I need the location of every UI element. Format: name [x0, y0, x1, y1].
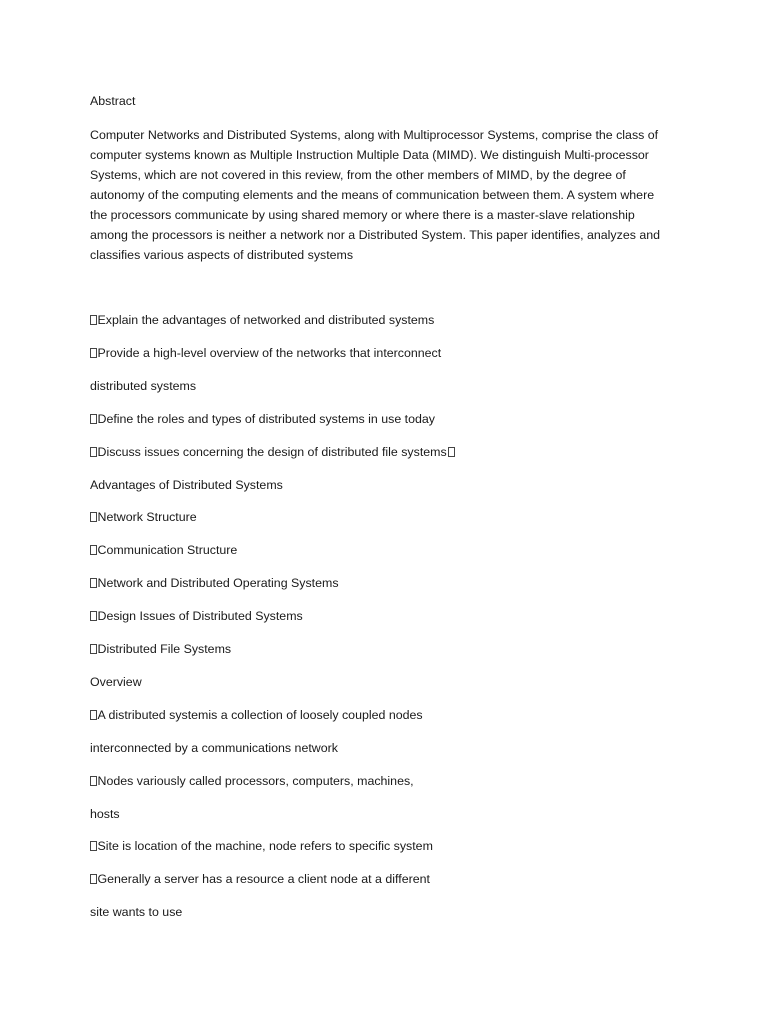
line-text: Nodes variously called processors, computers, machines,	[97, 773, 414, 788]
bullet-list-item	[90, 575, 339, 592]
line-text: hosts	[90, 806, 120, 821]
missing-glyph-bullet-icon	[90, 512, 97, 522]
abstract-line: the processors communicate by using shared memory or where there is a master-slave relationship	[90, 208, 635, 222]
abstract-line: Computer Networks and Distributed Systems, along with Multiprocessor Systems, comprise the class of	[90, 128, 659, 142]
line-text: site wants to use	[90, 905, 183, 920]
line-text: Advantages of Distributed Systems	[90, 477, 283, 492]
missing-glyph-bullet-icon	[90, 611, 97, 621]
line-text: Network Structure	[97, 510, 197, 525]
missing-glyph-bullet-icon	[90, 315, 97, 325]
text-line	[90, 806, 120, 823]
line-text: Design Issues of Distributed Systems	[97, 609, 303, 624]
bullet-list-item	[90, 312, 434, 329]
line-text: Explain the advantages of networked and distributed systems	[97, 313, 435, 327]
line-text: Distributed File Systems	[97, 642, 232, 656]
abstract-line: among the processors is neither a network nor a Distributed System. This paper identifies, analyzes and	[90, 228, 661, 242]
line-text: Discuss issues concerning the design of distributed file systems	[97, 444, 447, 459]
abstract-heading: Abstract	[90, 94, 136, 108]
line-text: interconnected by a communications network	[90, 740, 338, 755]
text-line	[90, 904, 182, 921]
bullet-list-item	[90, 871, 430, 888]
missing-glyph-bullet-icon	[90, 874, 97, 884]
bullet-list-item	[90, 707, 423, 724]
missing-glyph-bullet-icon	[90, 578, 97, 588]
line-text: distributed systems	[90, 378, 197, 393]
line-text: A distributed systemis a collection of loosely coupled nodes	[97, 707, 423, 722]
bullet-list-item	[90, 608, 303, 625]
line-text: Site is location of the machine, node refers to specific system	[97, 839, 433, 854]
line-text: Communication Structure	[97, 543, 238, 558]
line-text: Define the roles and types of distributed systems in use today	[97, 411, 435, 426]
missing-glyph-bullet-icon	[90, 414, 97, 424]
missing-glyph-bullet-icon	[448, 447, 455, 457]
missing-glyph-bullet-icon	[90, 447, 97, 457]
bullet-list-item	[90, 411, 435, 428]
abstract-paragraph	[90, 125, 682, 265]
abstract-line: Systems, which are not covered in this review, from the other members of MIMD, by the degree of	[90, 168, 626, 182]
bullet-list-item	[90, 345, 441, 362]
text-line	[90, 674, 142, 691]
missing-glyph-bullet-icon	[90, 348, 97, 358]
abstract-line: computer systems known as Multiple Instruction Multiple Data (MIMD). We distinguish Multi-processor	[90, 148, 649, 162]
missing-glyph-bullet-icon	[90, 644, 97, 654]
line-text: Network and Distributed Operating Systems	[97, 576, 339, 591]
bullet-list-item	[90, 542, 237, 559]
text-line	[90, 378, 196, 395]
line-text: Provide a high-level overview of the networks that interconnect	[97, 345, 442, 360]
line-text: Overview	[90, 674, 142, 689]
missing-glyph-bullet-icon	[90, 841, 97, 851]
bullet-list-item	[90, 641, 231, 658]
abstract-line: autonomy of the computing elements and the means of communication between them. A system where	[90, 188, 655, 202]
bullet-list-item	[90, 444, 455, 461]
text-line	[90, 740, 338, 757]
missing-glyph-bullet-icon	[90, 710, 97, 720]
text-line	[90, 477, 283, 494]
line-text: Generally a server has a resource a client node at a different	[97, 872, 430, 887]
bullet-list-item	[90, 773, 414, 790]
bullet-list-item	[90, 509, 197, 526]
abstract-line: classifies various aspects of distributed systems	[90, 248, 354, 262]
missing-glyph-bullet-icon	[90, 545, 97, 555]
missing-glyph-bullet-icon	[90, 776, 97, 786]
bullet-list-item	[90, 838, 433, 855]
